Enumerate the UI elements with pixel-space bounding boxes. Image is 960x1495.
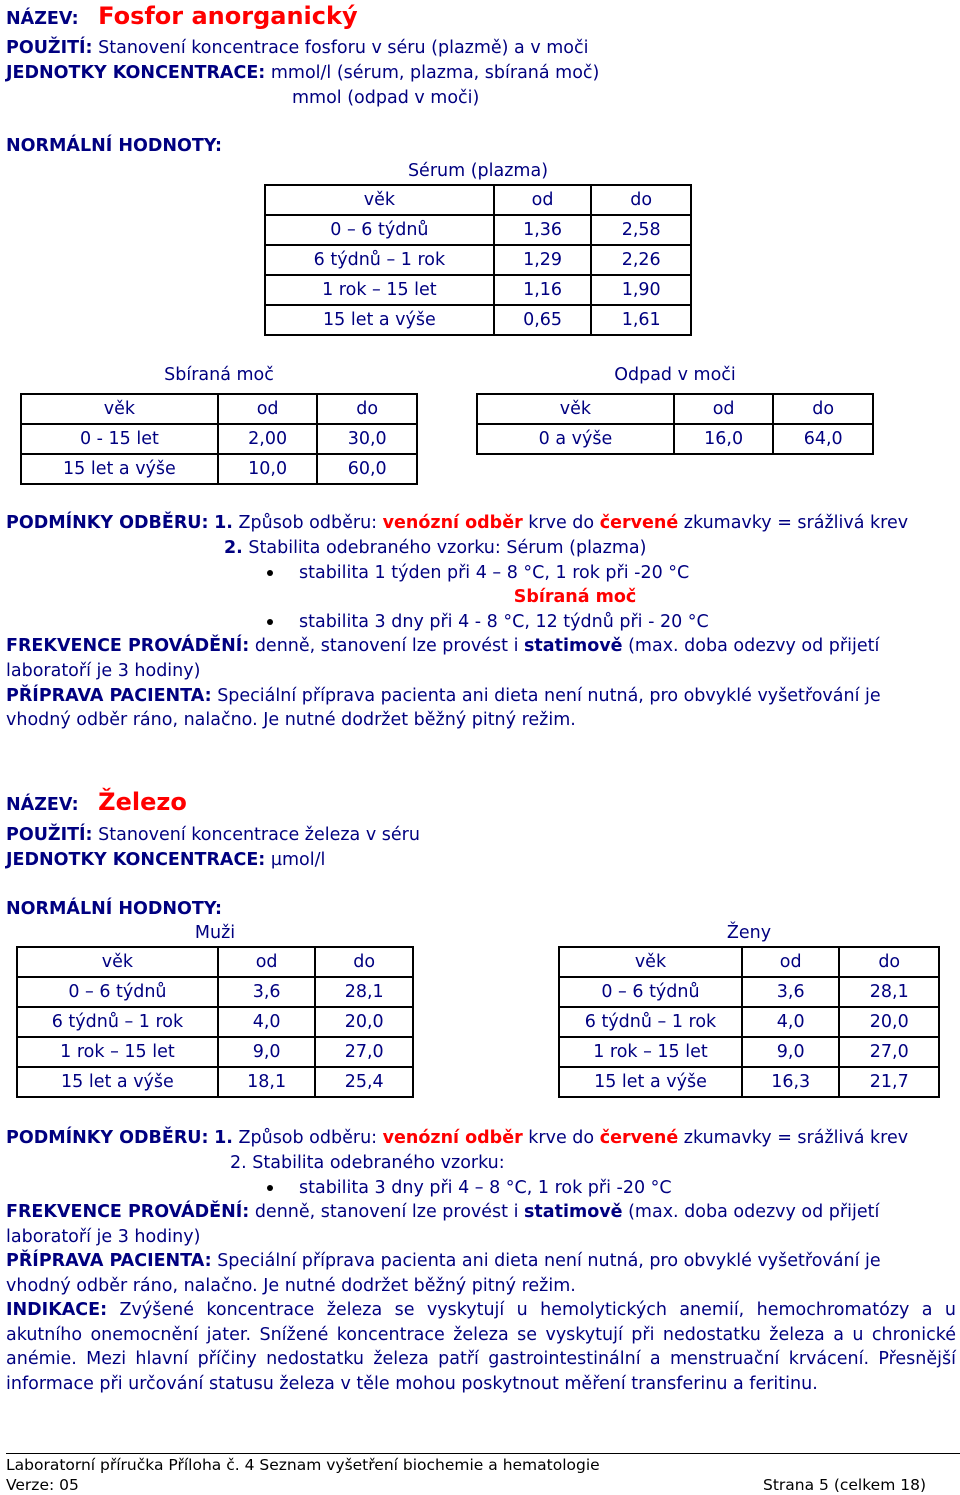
cell-age: 1 rok – 15 let bbox=[559, 1037, 742, 1067]
table-header-row bbox=[21, 394, 417, 424]
preparation-text: Speciální příprava pacienta ani dieta není nutná, pro obvyklé vyšetřování je bbox=[217, 686, 881, 706]
section-phosphorus-header bbox=[6, 4, 358, 31]
frequency-text: (max. doba odezvy od přijetí bbox=[628, 636, 880, 656]
normal-values-label: NORMÁLNÍ HODNOTY: bbox=[6, 136, 223, 156]
units-line bbox=[6, 61, 599, 85]
footer-page-number: Strana 5 (celkem 18) bbox=[763, 1476, 926, 1494]
header-from: od bbox=[218, 394, 318, 424]
frequency-text: denně, stanovení lze provést i bbox=[254, 1202, 519, 1222]
header-from: od bbox=[218, 947, 316, 977]
condition-highlight: venózní odběr bbox=[382, 513, 523, 533]
men-table-title: Muži bbox=[194, 923, 236, 943]
cell-from: 1,36 bbox=[494, 215, 592, 245]
preparation-text: Speciální příprava pacienta ani dieta není nutná, pro obvyklé vyšetřování je bbox=[217, 1251, 881, 1271]
table-row bbox=[17, 1037, 413, 1067]
header-age: věk bbox=[265, 185, 494, 215]
name-label: NÁZEV: bbox=[6, 795, 79, 815]
serum-table-title: Sérum (plazma) bbox=[407, 161, 549, 181]
table-row bbox=[559, 1067, 939, 1097]
test-name: Fosfor anorganický bbox=[98, 2, 358, 30]
table-row bbox=[17, 1007, 413, 1037]
cell-age: 0 – 6 týdnů bbox=[265, 215, 494, 245]
units-text-2: mmol (odpad v moči) bbox=[292, 88, 480, 108]
stability-bullet: stabilita 1 týden při 4 – 8 °C, 1 rok při -20 °C bbox=[299, 563, 690, 583]
cell-to: 28,1 bbox=[839, 977, 939, 1007]
cell-age: 0 – 6 týdnů bbox=[559, 977, 742, 1007]
usage-label: POUŽITÍ: bbox=[6, 38, 93, 58]
units-text: µmol/l bbox=[270, 850, 326, 870]
section-iron-header bbox=[6, 790, 187, 817]
condition-text: zkumavky = srážlivá krev bbox=[683, 513, 909, 533]
indication-text: Zvýšené koncentrace železa se vyskytují u hemolytických anemií, hemochromatózy a u akutního onemocnění jater. Snížené koncentrace železa se vyskytují při nedostatku železa a u chronické anémie. Mezi hlavní příčiny nedostatku železa patří gastrointestinální a menstruační krvácení. Přesnější informace při určování statusu železa v těle mohou poskytnout měření transferinu a feritinu. bbox=[6, 1300, 956, 1394]
units-label: JEDNOTKY KONCENTRACE: bbox=[6, 63, 266, 83]
cell-age: 6 týdnů – 1 rok bbox=[559, 1007, 742, 1037]
usage-line bbox=[6, 36, 589, 60]
stability-bullet: stabilita 3 dny při 4 - 8 °C, 12 týdnů při - 20 °C bbox=[299, 612, 709, 632]
cell-from: 1,16 bbox=[494, 275, 592, 305]
frequency-text-2: laboratoří je 3 hodiny) bbox=[6, 1227, 201, 1247]
women-table-title: Ženy bbox=[726, 923, 772, 943]
condition-number: 1. bbox=[214, 1128, 233, 1148]
cell-from: 16,3 bbox=[742, 1067, 840, 1097]
preparation-line bbox=[6, 684, 881, 708]
conditions-label: PODMÍNKY ODBĚRU: bbox=[6, 513, 209, 533]
frequency-line bbox=[6, 634, 879, 658]
frequency-text: (max. doba odezvy od přijetí bbox=[628, 1202, 880, 1222]
cell-to: 60,0 bbox=[317, 454, 417, 484]
table-row bbox=[477, 424, 873, 454]
usage-line bbox=[6, 823, 420, 847]
cell-age: 6 týdnů – 1 rok bbox=[17, 1007, 218, 1037]
condition-text: zkumavky = srážlivá krev bbox=[683, 1128, 909, 1148]
cell-from: 18,1 bbox=[218, 1067, 316, 1097]
frequency-text: denně, stanovení lze provést i bbox=[254, 636, 519, 656]
table-header-row bbox=[17, 947, 413, 977]
cell-to: 2,58 bbox=[591, 215, 691, 245]
frequency-line bbox=[6, 1200, 879, 1224]
women-table bbox=[558, 946, 940, 1098]
cell-age: 15 let a výše bbox=[21, 454, 218, 484]
condition-number: 1. bbox=[214, 513, 233, 533]
bullet-icon bbox=[267, 619, 273, 625]
cell-from: 9,0 bbox=[218, 1037, 316, 1067]
cell-age: 15 let a výše bbox=[17, 1067, 218, 1097]
header-to: do bbox=[591, 185, 691, 215]
bullet-icon bbox=[267, 570, 273, 576]
table-row bbox=[17, 977, 413, 1007]
footer-title: Laboratorní příručka Příloha č. 4 Seznam vyšetření biochemie a hematologie bbox=[6, 1456, 600, 1474]
table-row bbox=[21, 454, 417, 484]
header-from: od bbox=[742, 947, 840, 977]
cell-age: 1 rok – 15 let bbox=[265, 275, 494, 305]
condition-text: krve do bbox=[528, 1128, 595, 1148]
units-line bbox=[6, 848, 325, 872]
condition-highlight: červené bbox=[599, 1128, 679, 1148]
cell-to: 30,0 bbox=[317, 424, 417, 454]
indication-label: INDIKACE: bbox=[6, 1300, 108, 1320]
table-row bbox=[265, 275, 691, 305]
cell-to: 1,90 bbox=[591, 275, 691, 305]
usage-text: Stanovení koncentrace železa v séru bbox=[98, 825, 420, 845]
cell-to: 27,0 bbox=[839, 1037, 939, 1067]
units-text: mmol/l (sérum, plazma, sbíraná moč) bbox=[270, 63, 600, 83]
men-table bbox=[16, 946, 414, 1098]
footer-version: Verze: 05 bbox=[6, 1476, 79, 1494]
collection-conditions-line bbox=[6, 1126, 908, 1150]
header-age: věk bbox=[477, 394, 674, 424]
stability-text: Stabilita odebraného vzorku: bbox=[252, 1153, 505, 1173]
table-row bbox=[265, 215, 691, 245]
cell-to: 1,61 bbox=[591, 305, 691, 335]
header-from: od bbox=[494, 185, 592, 215]
cell-to: 20,0 bbox=[839, 1007, 939, 1037]
stability-line bbox=[224, 536, 646, 560]
cell-age: 15 let a výše bbox=[265, 305, 494, 335]
cell-age: 0 a výše bbox=[477, 424, 674, 454]
urine-subheading: Sbíraná moč bbox=[513, 587, 637, 607]
frequency-highlight: statimově bbox=[524, 1202, 623, 1222]
bullet-icon bbox=[267, 1185, 273, 1191]
header-to: do bbox=[839, 947, 939, 977]
condition-text: Způsob odběru: bbox=[238, 513, 378, 533]
cell-to: 27,0 bbox=[315, 1037, 413, 1067]
preparation-label: PŘÍPRAVA PACIENTA: bbox=[6, 1251, 212, 1271]
stability-line bbox=[230, 1151, 505, 1175]
header-from: od bbox=[674, 394, 774, 424]
urine-table bbox=[20, 393, 418, 485]
cell-from: 10,0 bbox=[218, 454, 318, 484]
condition-highlight: venózní odběr bbox=[382, 1128, 523, 1148]
table-row bbox=[17, 1067, 413, 1097]
header-to: do bbox=[315, 947, 413, 977]
waste-table bbox=[476, 393, 874, 455]
cell-from: 9,0 bbox=[742, 1037, 840, 1067]
cell-from: 3,6 bbox=[742, 977, 840, 1007]
cell-age: 1 rok – 15 let bbox=[17, 1037, 218, 1067]
table-row bbox=[21, 424, 417, 454]
serum-table bbox=[264, 184, 692, 336]
cell-to: 28,1 bbox=[315, 977, 413, 1007]
table-header-row bbox=[265, 185, 691, 215]
collection-conditions-line bbox=[6, 511, 908, 535]
header-age: věk bbox=[17, 947, 218, 977]
cell-to: 21,7 bbox=[839, 1067, 939, 1097]
cell-from: 16,0 bbox=[674, 424, 774, 454]
conditions-label: PODMÍNKY ODBĚRU: bbox=[6, 1128, 209, 1148]
cell-age: 0 – 6 týdnů bbox=[17, 977, 218, 1007]
cell-from: 2,00 bbox=[218, 424, 318, 454]
usage-label: POUŽITÍ: bbox=[6, 825, 93, 845]
preparation-text-2: vhodný odběr ráno, nalačno. Je nutné dodržet běžný pitný režim. bbox=[6, 1276, 576, 1296]
preparation-text-2: vhodný odběr ráno, nalačno. Je nutné dodržet běžný pitný režim. bbox=[6, 710, 576, 730]
indication-paragraph bbox=[6, 1298, 956, 1396]
units-label: JEDNOTKY KONCENTRACE: bbox=[6, 850, 266, 870]
usage-text: Stanovení koncentrace fosforu v séru (plazmě) a v moči bbox=[98, 38, 589, 58]
condition-number: 2. bbox=[224, 538, 243, 558]
cell-age: 15 let a výše bbox=[559, 1067, 742, 1097]
cell-from: 0,65 bbox=[494, 305, 592, 335]
urine-table-title: Sbíraná moč bbox=[164, 365, 274, 385]
cell-to: 20,0 bbox=[315, 1007, 413, 1037]
test-name: Železo bbox=[98, 788, 187, 816]
header-to: do bbox=[773, 394, 873, 424]
condition-highlight: červené bbox=[599, 513, 679, 533]
table-row bbox=[265, 245, 691, 275]
preparation-label: PŘÍPRAVA PACIENTA: bbox=[6, 686, 212, 706]
header-age: věk bbox=[21, 394, 218, 424]
header-to: do bbox=[317, 394, 417, 424]
condition-number: 2. bbox=[230, 1153, 247, 1173]
waste-table-title: Odpad v moči bbox=[614, 365, 736, 385]
cell-age: 6 týdnů – 1 rok bbox=[265, 245, 494, 275]
table-row bbox=[559, 1037, 939, 1067]
frequency-label: FREKVENCE PROVÁDĚNÍ: bbox=[6, 1202, 250, 1222]
table-header-row bbox=[559, 947, 939, 977]
cell-to: 64,0 bbox=[773, 424, 873, 454]
frequency-label: FREKVENCE PROVÁDĚNÍ: bbox=[6, 636, 250, 656]
table-row bbox=[559, 977, 939, 1007]
preparation-line bbox=[6, 1249, 881, 1273]
cell-from: 4,0 bbox=[218, 1007, 316, 1037]
cell-from: 4,0 bbox=[742, 1007, 840, 1037]
stability-bullet: stabilita 3 dny při 4 – 8 °C, 1 rok při -20 °C bbox=[299, 1178, 672, 1198]
frequency-text-2: laboratoří je 3 hodiny) bbox=[6, 661, 201, 681]
cell-to: 25,4 bbox=[315, 1067, 413, 1097]
cell-from: 3,6 bbox=[218, 977, 316, 1007]
header-age: věk bbox=[559, 947, 742, 977]
cell-from: 1,29 bbox=[494, 245, 592, 275]
condition-text: Způsob odběru: bbox=[238, 1128, 378, 1148]
condition-text: krve do bbox=[528, 513, 595, 533]
frequency-highlight: statimově bbox=[524, 636, 623, 656]
normal-values-label: NORMÁLNÍ HODNOTY: bbox=[6, 899, 223, 919]
stability-text: Stabilita odebraného vzorku: Sérum (plazma) bbox=[248, 538, 647, 558]
cell-age: 0 - 15 let bbox=[21, 424, 218, 454]
table-row bbox=[559, 1007, 939, 1037]
cell-to: 2,26 bbox=[591, 245, 691, 275]
name-label: NÁZEV: bbox=[6, 9, 79, 29]
table-row bbox=[265, 305, 691, 335]
footer-divider bbox=[6, 1453, 960, 1454]
table-header-row bbox=[477, 394, 873, 424]
